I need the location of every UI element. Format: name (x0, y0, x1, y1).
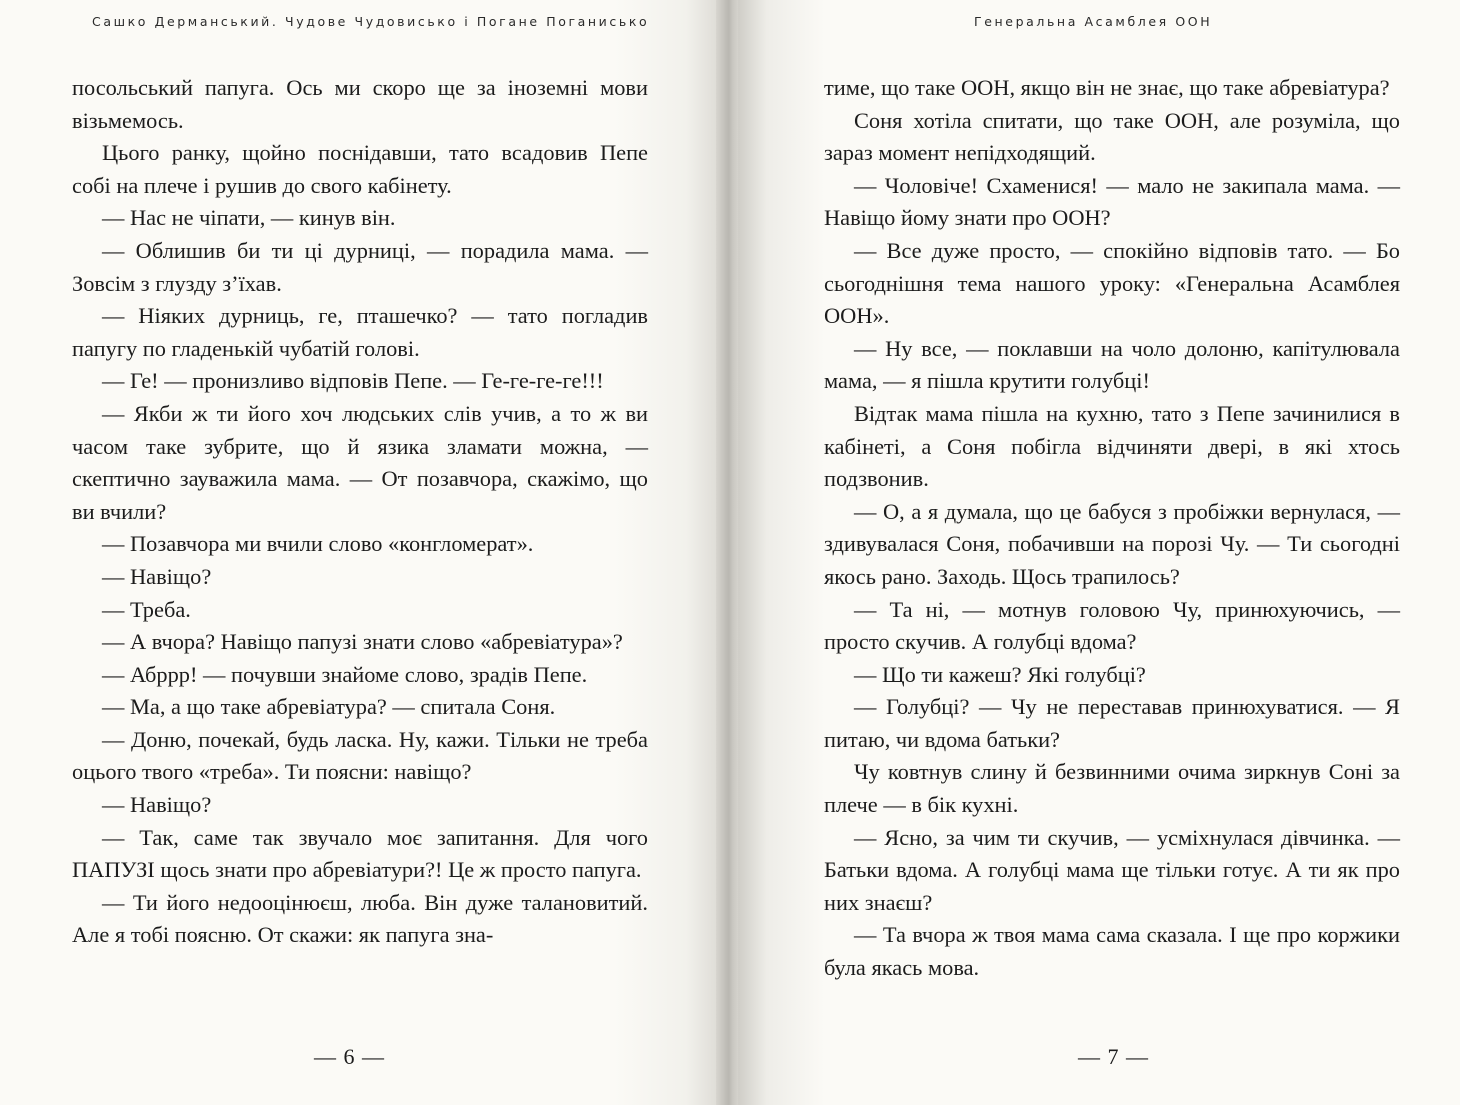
paragraph: Цього ранку, щойно поснідавши, тато всадовив Пепе собі на плече і рушив до свого кабінету. (72, 140, 648, 198)
paragraph: посольський папуга. Ось ми скоро ще за іноземні мови візьмемось. (72, 75, 648, 133)
paragraph: — Ну все, — поклавши на чоло долоню, капітулювала мама, — я пішла крутити голубці! (824, 335, 1400, 394)
paragraph: Відтак мама пішла на кухню, тато з Пепе зачинилися в кабінеті, а Соня побігла відчиняти двері, в які хтось подзвонив. (824, 400, 1400, 492)
paragraph: — Ма, а що таке абревіатура? — спитала Соня. (102, 694, 556, 720)
right-running-head: Генеральна Асамблея ООН (974, 14, 1213, 29)
paragraph: — Якби ж ти його хоч людських слів учив, а то ж ви часом таке зубрите, що й язика зламати можна, — скептично зауважила мама. — От позавчора, скажімо, що ви вчили? (72, 400, 648, 524)
paragraph: Соня хотіла спитати, що таке ООН, але розуміла, що зараз момент непідходящий. (824, 107, 1400, 166)
paragraph: — Голубці? — Чу не переставав принюхуватися. — Я питаю, чи вдома батьки? (824, 694, 1400, 752)
paragraph: — Ясно, за чим ти скучив, — усміхнулася дівчинка. — Батьки вдома. А голубці мама ще тільки готує. А ти як про них знаєш? (824, 824, 1400, 915)
paragraph: — Ти його недооцінюєш, люба. Він дуже талановитий. Але я тобі поясню. От скажи: як папуга зна- (72, 889, 648, 948)
paragraph: — Абррр! — почувши знайоме слово, зрадів Пепе. (102, 661, 588, 687)
paragraph: — Навіщо? (102, 563, 212, 589)
paragraph: — Все дуже просто, — спокійно відповів тато. — Бо сьогоднішня тема нашого уроку: «Генеральна Асамблея ООН». (824, 237, 1400, 329)
paragraph: — Чоловіче! Схаменися! — мало не закипала мама. — Навіщо йому знати про ООН? (824, 172, 1400, 231)
paragraph: — Так, саме так звучало моє запитання. Для чого ПАПУЗІ щось знати про абревіатури?! Це ж просто папуга. (72, 824, 648, 883)
paragraph: — Треба. (102, 596, 191, 622)
paragraph: Чу ковтнув слину й безвинними очима зиркнув Соні за плече — в бік кухні. (824, 759, 1400, 818)
right-page-number: — 7 — (1078, 1044, 1149, 1069)
left-page-number: — 6 — (314, 1044, 385, 1069)
paragraph: — А вчора? Навіщо папузі знати слово «абревіатура»? (102, 629, 623, 655)
paragraph: — Ніяких дурниць, ге, пташечко? — тато погладив папугу по гладенькій чубатій голові. (72, 303, 648, 361)
left-page-text (72, 72, 648, 952)
paragraph: — Нас не чіпати, — кинув він. (102, 205, 396, 231)
paragraph: тиме, що таке ООН, якщо він не знає, що таке абревіатура? (824, 75, 1390, 100)
paragraph: — Облишив би ти ці дурниці, — порадила мама. — Зовсім з глузду з’їхав. (72, 237, 648, 296)
paragraph: — Навіщо? (102, 792, 212, 818)
paragraph: — Та ні, — мотнув головою Чу, принюхуючись, — просто скучив. А голубці вдома? (824, 596, 1400, 655)
paragraph: — Та вчора ж твоя мама сама сказала. І ще про коржики була якась мова. (824, 922, 1400, 981)
paragraph: — О, а я думала, що це бабуся з пробіжки вернулася, — здивувалася Соня, побачивши на порозі Чу. — Ти сьогодні якось рано. Заходь. Щось трапилось? (824, 498, 1400, 589)
paragraph: — Що ти кажеш? Які голубці? (854, 661, 1146, 687)
left-running-head: Сашко Дерманський. Чудове Чудовисько і Погане Поганисько (92, 14, 650, 29)
paragraph: — Доню, почекай, будь ласка. Ну, кажи. Тільки не треба оцього твого «треба». Ти поясни: навіщо? (72, 726, 648, 785)
paragraph: — Ге! — пронизливо відповів Пепе. — Ге-ге-ге-ге!!! (102, 368, 604, 394)
left-page (0, 0, 722, 1105)
right-page (738, 0, 1460, 1105)
right-page-text (824, 72, 1400, 985)
paragraph: — Позавчора ми вчили слово «конгломерат». (102, 531, 534, 557)
